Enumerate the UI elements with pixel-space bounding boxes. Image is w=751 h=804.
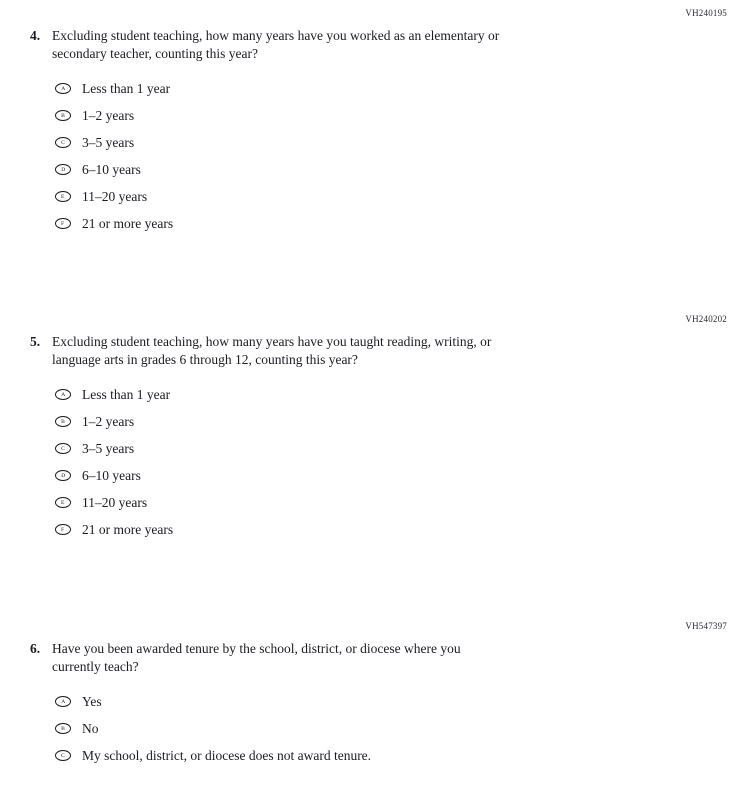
answer-bubble[interactable]	[55, 110, 71, 121]
option-label: 21 or more years	[82, 521, 174, 537]
answer-bubble[interactable]	[55, 164, 71, 175]
option-row[interactable]	[0, 489, 751, 516]
question-4-header	[0, 27, 751, 63]
option-row[interactable]	[0, 715, 751, 742]
question-text-line: Excluding student teaching, how many years have you taught reading, writing, or	[52, 334, 492, 349]
options-list	[0, 688, 751, 769]
bubble-letter: B	[61, 112, 65, 119]
question-block-4	[0, 8, 751, 237]
options-list	[0, 381, 751, 543]
option-row[interactable]	[0, 462, 751, 489]
answer-bubble[interactable]	[55, 497, 71, 508]
bubble-letter: A	[60, 698, 66, 705]
option-row[interactable]	[0, 408, 751, 435]
bubble-letter: A	[60, 85, 66, 92]
question-number: 6.	[30, 641, 41, 656]
question-text-line: language arts in grades 6 through 12, counting this year?	[52, 352, 358, 367]
option-label: Less than 1 year	[82, 80, 171, 96]
answer-bubble[interactable]	[55, 83, 71, 94]
option-label: 11–20 years	[82, 494, 148, 510]
answer-bubble[interactable]	[55, 696, 71, 707]
option-row[interactable]	[0, 129, 751, 156]
question-5-header	[0, 333, 751, 369]
question-text	[52, 27, 499, 63]
question-text	[52, 333, 491, 369]
question-block-5	[0, 314, 751, 543]
bubble-letter: E	[61, 499, 65, 506]
option-label: 21 or more years	[82, 215, 174, 231]
question-text-line: Have you been awarded tenure by the school, district, or diocese where you	[52, 641, 461, 656]
option-row[interactable]	[0, 742, 751, 769]
question-code: VH240202	[685, 314, 727, 324]
option-label: 1–2 years	[82, 413, 135, 429]
bubble-letter: C	[61, 445, 65, 452]
bubble-letter: C	[61, 752, 65, 759]
answer-bubble[interactable]	[55, 389, 71, 400]
answer-bubble[interactable]	[55, 191, 71, 202]
answer-bubble[interactable]	[55, 218, 71, 229]
option-label: 11–20 years	[82, 188, 148, 204]
question-text-line: secondary teacher, counting this year?	[52, 46, 258, 61]
question-code: VH547397	[685, 621, 727, 631]
option-label: 3–5 years	[82, 134, 135, 150]
option-row[interactable]	[0, 102, 751, 129]
question-text	[52, 640, 461, 676]
question-number: 5.	[30, 334, 41, 349]
option-row[interactable]	[0, 210, 751, 237]
bubble-letter: E	[61, 193, 65, 200]
question-text-line: Excluding student teaching, how many years have you worked as an elementary or	[52, 28, 500, 43]
option-row[interactable]	[0, 435, 751, 462]
option-row[interactable]	[0, 156, 751, 183]
answer-bubble[interactable]	[55, 416, 71, 427]
option-label: 6–10 years	[82, 467, 141, 483]
option-label: 3–5 years	[82, 440, 135, 456]
option-row[interactable]	[0, 75, 751, 102]
answer-bubble[interactable]	[55, 137, 71, 148]
answer-bubble[interactable]	[55, 524, 71, 535]
option-label: No	[82, 720, 99, 736]
bubble-letter: B	[61, 418, 65, 425]
question-number: 4.	[30, 28, 41, 43]
answer-bubble[interactable]	[55, 750, 71, 761]
bubble-letter: B	[61, 725, 65, 732]
option-row[interactable]	[0, 516, 751, 543]
bubble-letter: D	[60, 472, 66, 479]
option-row[interactable]	[0, 688, 751, 715]
answer-bubble[interactable]	[55, 470, 71, 481]
question-text-line: currently teach?	[52, 659, 139, 674]
options-list	[0, 75, 751, 237]
bubble-letter: F	[61, 220, 65, 227]
option-label: My school, district, or diocese does not award tenure.	[82, 747, 372, 763]
question-block-6	[0, 621, 751, 769]
answer-bubble[interactable]	[55, 443, 71, 454]
answer-bubble[interactable]	[55, 723, 71, 734]
option-label: Yes	[82, 693, 102, 709]
bubble-letter: F	[61, 526, 65, 533]
option-row[interactable]	[0, 183, 751, 210]
bubble-letter: A	[60, 391, 66, 398]
bubble-letter: C	[61, 139, 65, 146]
question-code: VH240195	[685, 8, 727, 18]
option-label: 6–10 years	[82, 161, 141, 177]
bubble-letter: D	[60, 166, 66, 173]
option-label: 1–2 years	[82, 107, 135, 123]
question-6-header	[0, 640, 751, 676]
option-label: Less than 1 year	[82, 386, 171, 402]
option-row[interactable]	[0, 381, 751, 408]
